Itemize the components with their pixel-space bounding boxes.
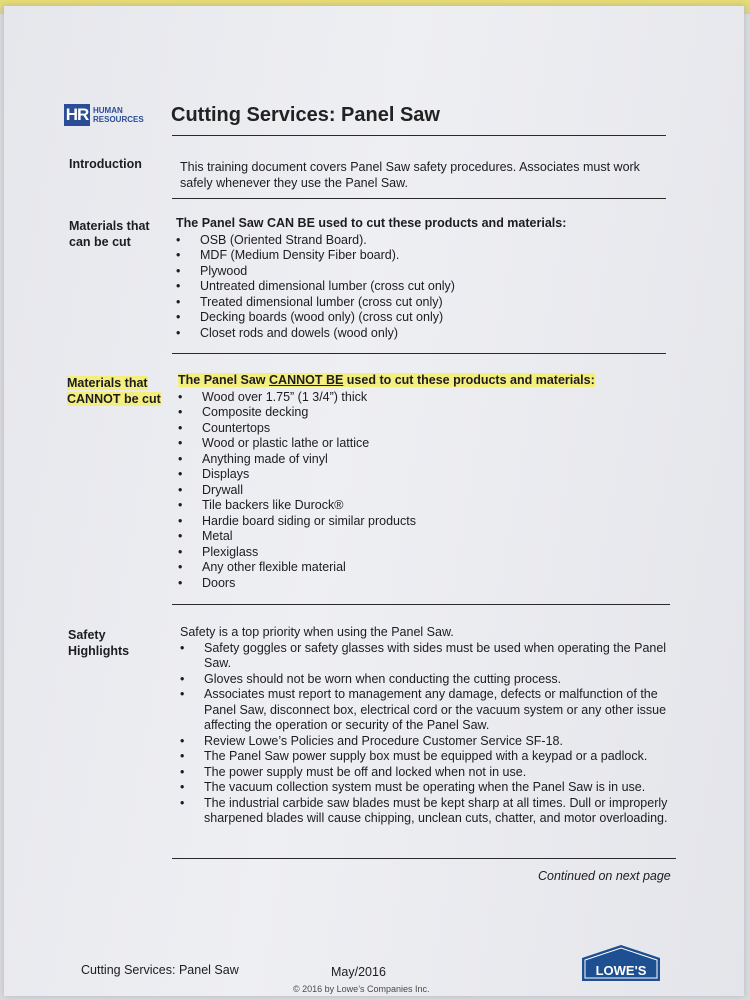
cannot-cut-heading-pre: The Panel Saw (178, 373, 270, 387)
list-item: • Safety goggles or safety glasses with sides must be used when operating the Panel Saw. (180, 641, 680, 672)
list-item: • The industrial carbide saw blades must be kept sharp at all times. Dull or improperly sharpened blades will cause chipping, unclean cuts, chatter, and motor overloading. (180, 796, 680, 827)
footer-date: May/2016 (331, 965, 386, 979)
list-item: • The power supply must be off and locked when not in use. (180, 765, 680, 781)
divider (172, 353, 666, 354)
list-item: • Displays (178, 467, 678, 483)
list-item: • Metal (178, 529, 678, 545)
section-label-cannot-cut-text: Materials that CANNOT be cut (67, 376, 161, 406)
cannot-cut-heading-emphasis: CANNOT BE (269, 373, 344, 387)
list-item: • Associates must report to management any damage, defects or malfunction of the Panel Saw, disconnect box, electrical cord or the vacuum system or any other issue affecting the operation or security of the Panel Saw. (180, 687, 680, 734)
list-item: • Review Lowe’s Policies and Procedure Customer Service SF-18. (180, 734, 680, 750)
list-item: • The Panel Saw power supply box must be equipped with a keypad or a padlock. (180, 749, 680, 765)
list-item: • Plexiglass (178, 545, 678, 561)
safety-section (180, 625, 680, 827)
footer-doc-name: Cutting Services: Panel Saw (81, 963, 239, 977)
section-label-cannot-cut (67, 375, 173, 407)
hr-logo-text: HUMAN RESOURCES (93, 106, 144, 124)
hr-logo-mark: HR (65, 105, 89, 124)
list-item: • The vacuum collection system must be operating when the Panel Saw is in use. (180, 780, 680, 796)
safety-intro: Safety is a top priority when using the Panel Saw. (180, 625, 454, 639)
lowes-logo (580, 944, 662, 982)
list-item: • Treated dimensional lumber (cross cut only) (176, 295, 676, 311)
list-item: • Hardie board siding or similar products (178, 514, 678, 530)
divider (172, 858, 676, 859)
list-item: • Plywood (176, 264, 676, 280)
introduction-text: This training document covers Panel Saw safety procedures. Associates must work safely whenever they use the Panel Saw. (180, 160, 640, 190)
footer-copyright: © 2016 by Lowe’s Companies Inc. (293, 984, 430, 994)
list-item: • Wood over 1.75” (1 3/4”) thick (178, 390, 678, 406)
list-item: • Wood or plastic lathe or lattice (178, 436, 678, 452)
section-label-can-cut: Materials that can be cut (69, 219, 150, 249)
list-item: • Tile backers like Durock® (178, 498, 678, 514)
list-item: • MDF (Medium Density Fiber board). (176, 248, 676, 264)
list-item: • Composite decking (178, 405, 678, 421)
list-item: • OSB (Oriented Strand Board). (176, 233, 676, 249)
list-item: • Closet rods and dowels (wood only) (176, 326, 676, 342)
continued-note: Continued on next page (538, 869, 671, 883)
list-item: • Countertops (178, 421, 678, 437)
divider (172, 604, 670, 605)
document-page (4, 6, 744, 996)
list-item: • Decking boards (wood only) (cross cut only) (176, 310, 676, 326)
safety-list (180, 641, 680, 827)
can-cut-section (176, 216, 676, 341)
divider (172, 135, 666, 136)
cannot-cut-list (178, 390, 678, 592)
list-item: • Gloves should not be worn when conducting the cutting process. (180, 672, 680, 688)
cannot-cut-heading (178, 373, 678, 389)
cannot-cut-heading-post: used to cut these products and materials: (343, 373, 595, 387)
list-item: • Doors (178, 576, 678, 592)
can-cut-list (176, 233, 676, 342)
page-title: Cutting Services: Panel Saw (171, 104, 440, 126)
divider (172, 198, 666, 199)
lowes-logo-text: LOWE'S (595, 963, 647, 978)
section-label-safety: Safety Highlights (68, 628, 130, 658)
hr-logo (64, 104, 153, 126)
can-cut-heading: The Panel Saw CAN BE used to cut these products and materials: (176, 216, 567, 230)
list-item: • Anything made of vinyl (178, 452, 678, 468)
list-item: • Drywall (178, 483, 678, 499)
cannot-cut-section (178, 373, 678, 591)
list-item: • Untreated dimensional lumber (cross cut only) (176, 279, 676, 295)
list-item: • Any other flexible material (178, 560, 678, 576)
section-label-introduction: Introduction (69, 157, 142, 171)
